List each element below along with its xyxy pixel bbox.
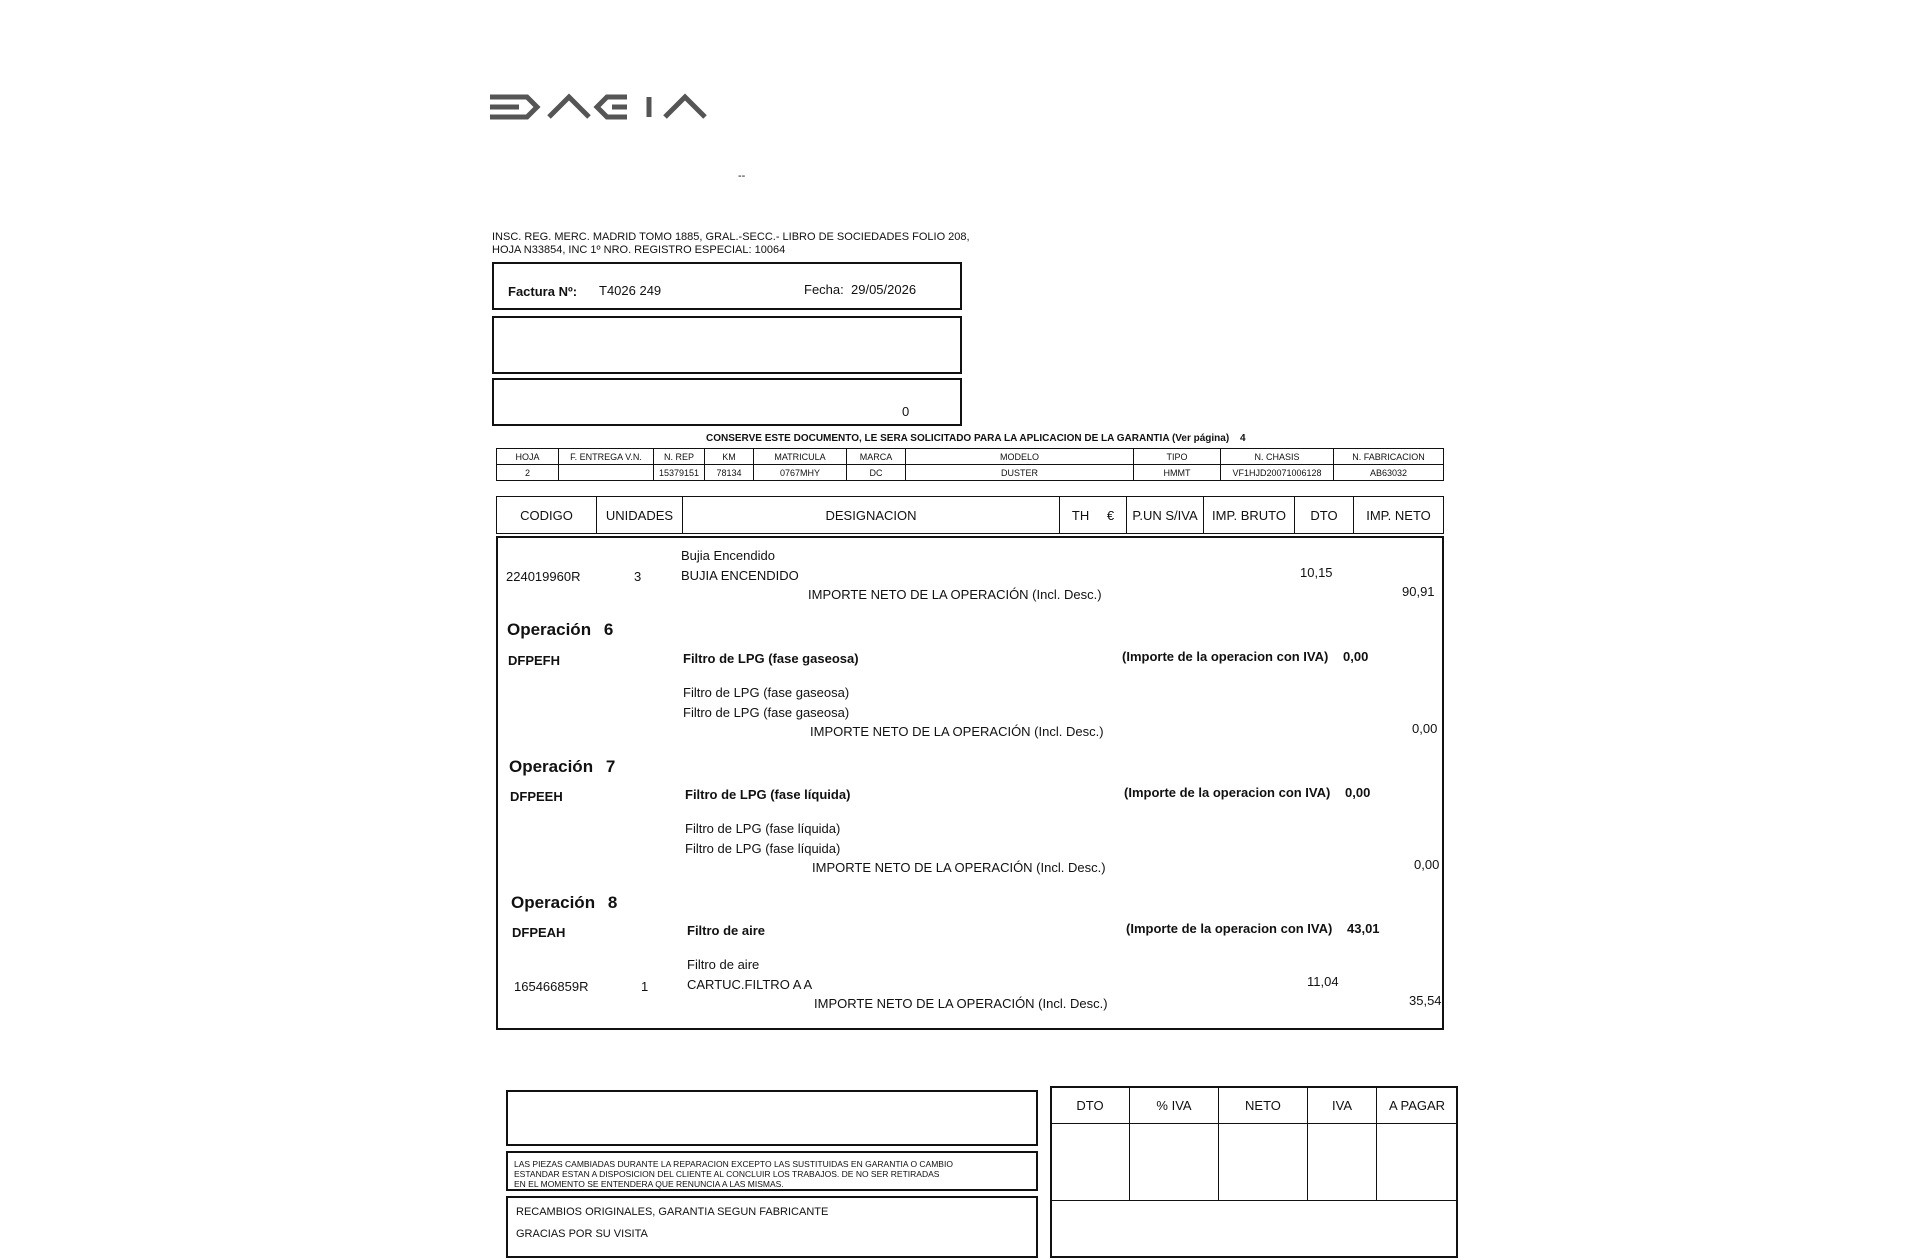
totals-cell-neto	[1219, 1124, 1308, 1201]
vehicle-value: DUSTER	[906, 465, 1134, 481]
op7-sub-1: Filtro de LPG (fase líquida)	[685, 821, 841, 836]
vehicle-header: MODELO	[906, 449, 1134, 465]
vehicle-value: 78134	[705, 465, 754, 481]
invoice-number-box	[492, 262, 962, 310]
vehicle-header: N. REP	[654, 449, 705, 465]
registry-line-1: INSC. REG. MERC. MADRID TOMO 1885, GRAL.-SECC.- LIBRO DE SOCIEDADES FOLIO 208,	[492, 231, 970, 243]
op6-number: 6	[603, 620, 614, 639]
line-net-label: IMPORTE NETO DE LA OPERACIÓN (Incl. Desc.)	[808, 587, 1102, 602]
op6-iva: 0,00	[1343, 649, 1369, 664]
remarks-box	[506, 1090, 1038, 1146]
parts-notice-2: ESTANDAR ESTAN A DISPOSICION DEL CLIENTE AL CONCLUIR LOS TRABAJOS. DE NO SER RETIRADAS	[514, 1169, 940, 1179]
vehicle-header: TIPO	[1134, 449, 1221, 465]
line-desc: BUJIA ENCENDIDO	[681, 568, 799, 583]
vehicle-header: N. FABRICACION	[1334, 449, 1444, 465]
op8-net: 35,54	[1409, 993, 1442, 1008]
op7-iva: 0,00	[1345, 785, 1371, 800]
registry-line-2: HOJA N33854, INC 1º NRO. REGISTRO ESPECIAL: 10064	[492, 244, 786, 256]
warranty-page: 4	[1239, 433, 1246, 444]
totals-header-a-pagar: A PAGAR	[1377, 1087, 1458, 1124]
op8-number: 8	[607, 893, 618, 912]
customer-box-2	[492, 378, 962, 426]
op6-label	[507, 620, 613, 640]
vehicle-value: 2	[497, 465, 559, 481]
footer-line-1: RECAMBIOS ORIGINALES, GARANTIA SEGUN FABRICANTE	[516, 1206, 829, 1218]
op8-code: DFPEAH	[512, 925, 566, 940]
op7-sub-2: Filtro de LPG (fase líquida)	[685, 841, 841, 856]
col-designacion: DESIGNACION	[683, 497, 1060, 534]
op7-label	[509, 757, 615, 777]
op8-name: Filtro de aire	[687, 923, 766, 938]
op8-part-code: 165466859R	[514, 979, 589, 994]
op7-number: 7	[605, 757, 616, 776]
parts-notice-1: LAS PIEZAS CAMBIADAS DURANTE LA REPARACION EXCEPTO LAS SUSTITUIDAS EN GARANTIA O CAMBIO	[514, 1159, 953, 1169]
col-imp-neto: IMP. NETO	[1354, 497, 1444, 534]
totals-cell-iva	[1308, 1124, 1377, 1201]
warranty-notice	[706, 433, 1246, 444]
col-th-label: TH	[1071, 507, 1090, 523]
totals-cell-pct-iva	[1130, 1124, 1219, 1201]
op6-name: Filtro de LPG (fase gaseosa)	[683, 651, 859, 666]
vehicle-value: 0767MHY	[754, 465, 847, 481]
warranty-notice-text: CONSERVE ESTE DOCUMENTO, LE SERA SOLICITADO PARA LA APLICACION DE LA GARANTIA (Ver página)	[706, 433, 1230, 444]
dacia-logo	[487, 92, 727, 122]
vehicle-value: VF1HJD20071006128	[1221, 465, 1334, 481]
items-box	[496, 536, 1444, 1030]
customer-box-fragment: 0	[902, 404, 910, 419]
op8-price: 11,04	[1307, 974, 1339, 989]
op8-label-text: Operación	[511, 893, 596, 912]
parts-notice-3: EN EL MOMENTO SE ENTENDERA QUE RENUNCIA A LAS MISMAS.	[514, 1179, 784, 1189]
op8-units: 1	[641, 979, 649, 994]
op8-net-label: IMPORTE NETO DE LA OPERACIÓN (Incl. Desc.)	[814, 996, 1108, 1011]
totals-cell-dto	[1051, 1124, 1130, 1201]
op7-code: DFPEEH	[510, 789, 563, 804]
totals-header-iva: IVA	[1308, 1087, 1377, 1124]
col-euro-label: €	[1106, 507, 1115, 523]
vehicle-header-row	[497, 449, 1444, 465]
invoice-date: 29/05/2026	[851, 282, 917, 297]
vehicle-header: F. ENTREGA V.N.	[559, 449, 654, 465]
footer-box	[506, 1196, 1038, 1258]
totals-table	[1050, 1086, 1458, 1201]
parts-notice-box	[506, 1151, 1038, 1191]
col-pun: P.UN S/IVA	[1127, 497, 1204, 534]
op6-code: DFPEFH	[508, 653, 560, 668]
col-codigo: CODIGO	[497, 497, 597, 534]
items-column-header	[496, 496, 1444, 534]
op7-iva-label: (Importe de la operacion con IVA)	[1124, 785, 1331, 800]
invoice-date-label: Fecha:	[804, 282, 844, 297]
op8-label	[511, 893, 617, 913]
op8-desc: CARTUC.FILTRO A A	[687, 977, 813, 992]
op7-net-label: IMPORTE NETO DE LA OPERACIÓN (Incl. Desc.)	[812, 860, 1106, 875]
totals-header-row	[1051, 1087, 1458, 1124]
op7-label-text: Operación	[509, 757, 594, 776]
col-imp-bruto: IMP. BRUTO	[1204, 497, 1295, 534]
totals-value-row	[1051, 1124, 1458, 1201]
vehicle-value	[559, 465, 654, 481]
line-code: 224019960R	[506, 569, 581, 584]
op6-sub-1: Filtro de LPG (fase gaseosa)	[683, 685, 850, 700]
vehicle-header: KM	[705, 449, 754, 465]
vehicle-header: MARCA	[847, 449, 906, 465]
line-price: 10,15	[1300, 565, 1333, 580]
vehicle-value: DC	[847, 465, 906, 481]
vehicle-value: AB63032	[1334, 465, 1444, 481]
op6-net: 0,00	[1412, 721, 1438, 736]
op8-iva: 43,01	[1347, 921, 1380, 936]
customer-box-1	[492, 316, 962, 374]
totals-header-neto: NETO	[1219, 1087, 1308, 1124]
op6-sub-2: Filtro de LPG (fase gaseosa)	[683, 705, 850, 720]
totals-cell-a-pagar	[1377, 1124, 1458, 1201]
vehicle-value: 15379151	[654, 465, 705, 481]
footer-line-2: GRACIAS POR SU VISITA	[516, 1228, 648, 1240]
op7-name: Filtro de LPG (fase líquida)	[685, 787, 851, 802]
op6-label-text: Operación	[507, 620, 592, 639]
op6-net-label: IMPORTE NETO DE LA OPERACIÓN (Incl. Desc.)	[810, 724, 1104, 739]
vehicle-header: MATRICULA	[754, 449, 847, 465]
op8-sub-1: Filtro de aire	[687, 957, 760, 972]
vehicle-header: HOJA	[497, 449, 559, 465]
invoice-number: T4026 249	[599, 283, 662, 298]
line-units: 3	[634, 569, 642, 584]
op8-iva-label: (Importe de la operacion con IVA)	[1126, 921, 1333, 936]
vehicle-value-row	[497, 465, 1444, 481]
dash-mark: --	[738, 170, 746, 182]
op7-net: 0,00	[1414, 857, 1440, 872]
totals-header-pct-iva: % IVA	[1130, 1087, 1219, 1124]
col-th	[1060, 497, 1127, 534]
totals-header-dto: DTO	[1051, 1087, 1130, 1124]
vehicle-value: HMMT	[1134, 465, 1221, 481]
op6-iva-label: (Importe de la operacion con IVA)	[1122, 649, 1329, 664]
vehicle-header: N. CHASIS	[1221, 449, 1334, 465]
invoice-number-label: Factura Nº:	[508, 284, 578, 299]
line-net: 90,91	[1402, 584, 1435, 599]
col-dto: DTO	[1295, 497, 1354, 534]
vehicle-table	[496, 448, 1444, 481]
col-unidades: UNIDADES	[597, 497, 683, 534]
line-title: Bujia Encendido	[681, 548, 775, 563]
